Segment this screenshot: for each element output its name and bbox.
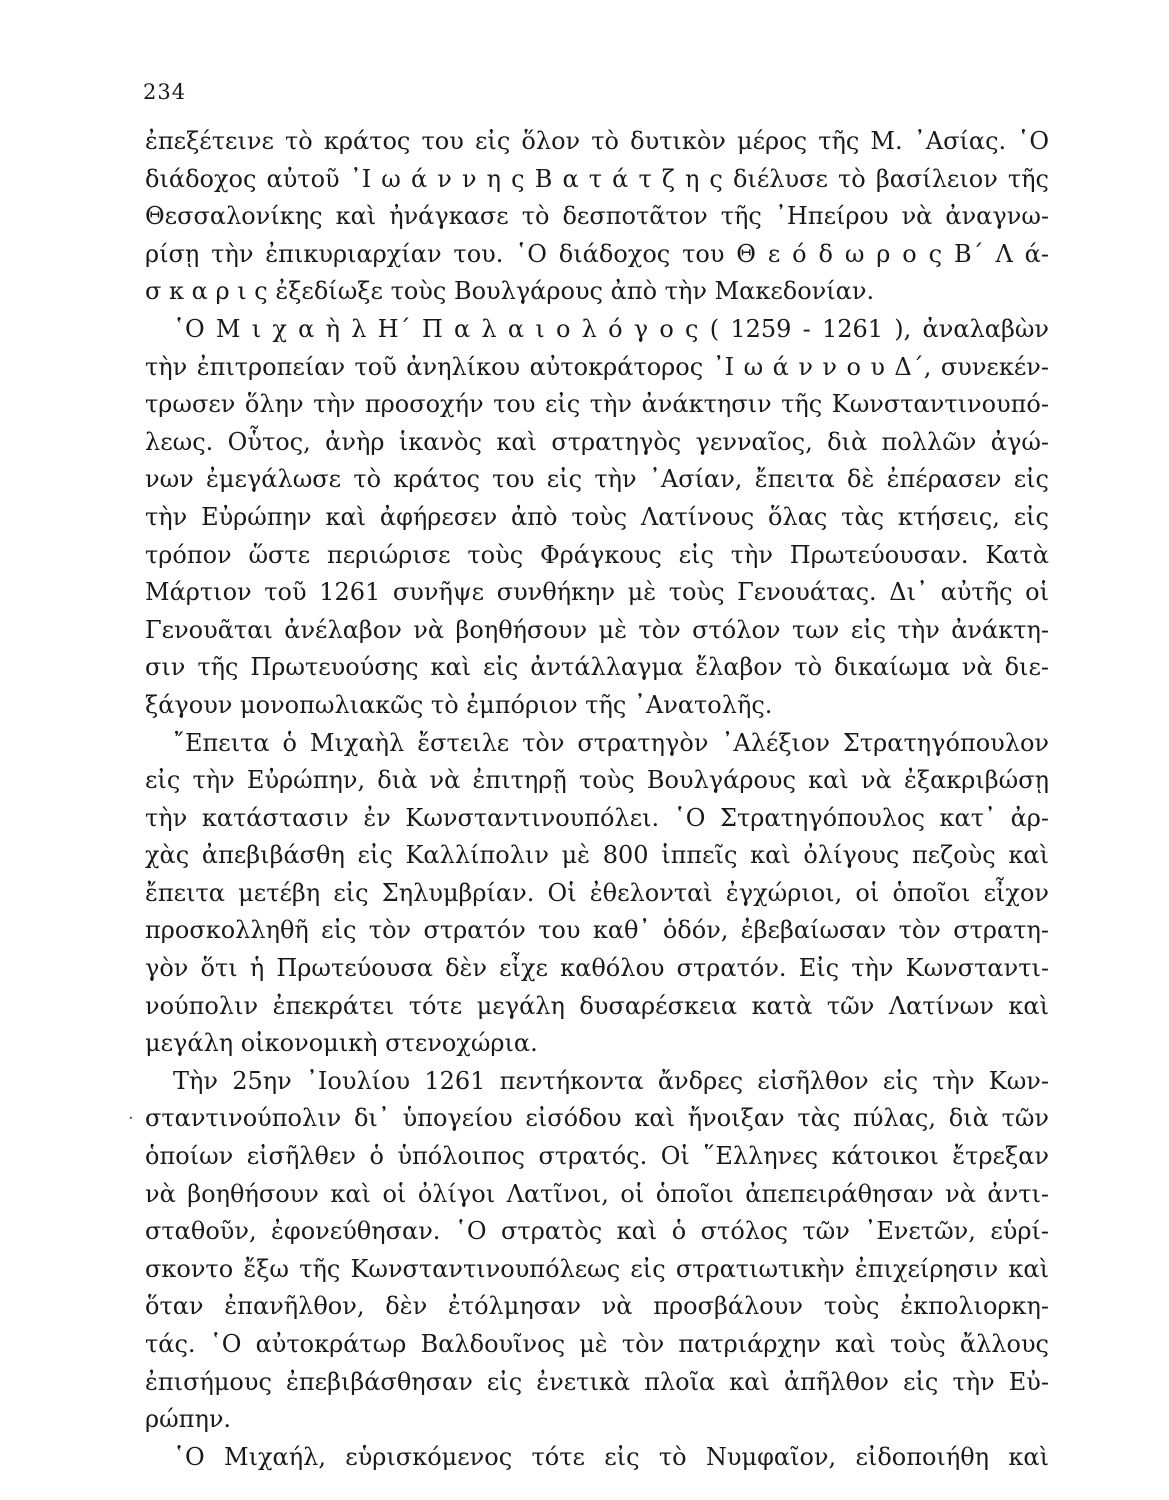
- text-line: ῾Ο Μιχαήλ, εὑρισκόμενος τότε εἰς τὸ Νυμφαῖον, εἰδοποιήθη καὶ: [173, 1442, 1049, 1471]
- text-line: διάδοχος αὐτοῦ ᾿Ι ω ά ν ν η ς Β α τ ά τ ζ η ς διέλυσε τὸ βασίλειον τῆς: [145, 164, 1049, 193]
- text-line: Γενουᾶται ἀνέλαβον νὰ βοηθήσουν μὲ τὸν στόλον των εἰς τὴν ἀνάκτη-: [145, 615, 1049, 644]
- page-number: 234: [143, 80, 187, 104]
- text-line: ὁποίων εἰσῆλθεν ὁ ὑπόλοιπος στρατός. Οἱ ῞Ελληνες κάτοικοι ἔτρεξαν: [145, 1142, 1049, 1171]
- text-line: σ κ α ρ ι ς ἐξεδίωξε τοὺς Βουλγάρους ἀπὸ τὴν Μακεδονίαν.: [145, 277, 875, 306]
- text-line: ῎Επειτα ὁ Μιχαὴλ ἔστειλε τὸν στρατηγὸν ᾿Αλέξιον Στρατηγόπουλον: [173, 728, 1049, 757]
- text-line: γὸν ὅτι ἡ Πρωτεύουσα δὲν εἶχε καθόλου στρατόν. Εἰς τὴν Κωνσταντι-: [145, 954, 1049, 983]
- text-line: τρωσεν ὅλην τὴν προσοχήν του εἰς τὴν ἀνάκτησιν τῆς Κωνσταντινουπό-: [145, 390, 1049, 419]
- text-line: λεως. Οὗτος, ἀνὴρ ἱκανὸς καὶ στρατηγὸς γενναῖος, διὰ πολλῶν ἀγώ-: [145, 427, 1049, 456]
- text-line: σταντινούπολιν δι᾿ ὑπογείου εἰσόδου καὶ ἤνοιξαν τὰς πύλας, διὰ τῶν: [145, 1104, 1049, 1133]
- text-line: νων ἐμεγάλωσε τὸ κράτος του εἰς τὴν ᾿Ασίαν, ἔπειτα δὲ ἐπέρασεν εἰς: [145, 465, 1049, 494]
- text-line: ρίσῃ τὴν ἐπικυριαρχίαν του. ῾Ο διάδοχος του Θ ε ό δ ω ρ ο ς Β΄ Λ ά-: [145, 239, 1049, 268]
- text-line: σκοντο ἔξω τῆς Κωνσταντινουπόλεως εἰς στρατιωτικὴν ἐπιχείρησιν καὶ: [145, 1254, 1049, 1283]
- text-line: τὴν κατάστασιν ἐν Κωνσταντινουπόλει. ῾Ο Στρατηγόπουλος κατ᾿ ἀρ-: [145, 803, 1049, 832]
- text-line: τὴν ἐπιτροπείαν τοῦ ἀνηλίκου αὐτοκράτορος ᾿Ι ω ά ν ν ο υ Δ΄, συνεκέν-: [145, 352, 1049, 381]
- text-line: μεγάλη οἰκονομικὴ στενοχώρια.: [145, 1029, 538, 1058]
- text-line: Τὴν 25ην ᾿Ιουλίου 1261 πεντήκοντα ἄνδρες εἰσῆλθον εἰς τὴν Κων-: [173, 1066, 1049, 1095]
- text-line: ξάγουν μονοπωλιακῶς τὸ ἐμπόριον τῆς ᾿Ανατολῆς.: [145, 690, 773, 719]
- text-line: ρώπην.: [145, 1405, 232, 1434]
- text-line: ἐπεξέτεινε τὸ κράτος του εἰς ὅλον τὸ δυτικὸν μέρος τῆς Μ. ᾿Ασίας. ῾Ο: [145, 127, 1049, 155]
- margin-mark: ·: [128, 1108, 134, 1129]
- text-line: τὴν Εὐρώπην καὶ ἀφήρεσεν ἀπὸ τοὺς Λατίνους ὅλας τὰς κτήσεις, εἰς: [145, 502, 1049, 531]
- text-line: ὅταν ἐπανῆλθον, δὲν ἐτόλμησαν νὰ προσβάλουν τοὺς ἐκπολιορκη-: [145, 1292, 1049, 1321]
- text-line: ῾Ο Μ ι χ α ὴ λ Η΄ Π α λ α ι ο λ ό γ ο ς ( 1259 - 1261 ), ἀναλαβὼν: [173, 314, 1049, 343]
- text-line: Μάρτιον τοῦ 1261 συνῆψε συνθήκην μὲ τοὺς Γενουάτας. Δι᾿ αὐτῆς οἱ: [145, 578, 1049, 607]
- text-line: εἰς τὴν Εὐρώπην, διὰ νὰ ἐπιτηρῇ τοὺς Βουλγάρους καὶ νὰ ἐξακριβώσῃ: [145, 766, 1049, 795]
- text-line: τάς. ῾Ο αὐτοκράτωρ Βαλδουῖνος μὲ τὸν πατριάρχην καὶ τοὺς ἄλλους: [145, 1330, 1049, 1358]
- text-line: ἐπισήμους ἐπεβιβάσθησαν εἰς ἐνετικὰ πλοῖα καὶ ἀπῆλθον εἰς τὴν Εὐ-: [145, 1367, 1049, 1396]
- text-line: σταθοῦν, ἐφονεύθησαν. ῾Ο στρατὸς καὶ ὁ στόλος τῶν ᾿Ενετῶν, εὑρί-: [145, 1217, 1049, 1246]
- text-line: σιν τῆς Πρωτευούσης καὶ εἰς ἀντάλλαγμα ἔλαβον τὸ δικαίωμα νὰ διε-: [145, 653, 1049, 682]
- text-body: [145, 123, 1049, 1476]
- text-line: ἔπειτα μετέβη εἰς Σηλυμβρίαν. Οἱ ἐθελονταὶ ἐγχώριοι, οἱ ὁποῖοι εἶχον: [145, 878, 1049, 907]
- text-line: νὰ βοηθήσουν καὶ οἱ ὀλίγοι Λατῖνοι, οἱ ὁποῖοι ἀπεπειράθησαν νὰ ἀντι-: [145, 1179, 1049, 1208]
- text-line: τρόπον ὥστε περιώρισε τοὺς Φράγκους εἰς τὴν Πρωτεύουσαν. Κατὰ: [145, 540, 1049, 569]
- text-line: Θεσσαλονίκης καὶ ἠνάγκασε τὸ δεσποτᾶτον τῆς ᾿Ηπείρου νὰ ἀναγνω-: [145, 202, 1049, 231]
- text-line: νούπολιν ἐπεκράτει τότε μεγάλη δυσαρέσκεια κατὰ τῶν Λατίνων καὶ: [145, 991, 1049, 1020]
- text-line: προσκολληθῆ εἰς τὸν στρατόν του καθ᾿ ὁδόν, ἐβεβαίωσαν τὸν στρατη-: [145, 916, 1049, 945]
- text-line: χὰς ἀπεβιβάσθη εἰς Καλλίπολιν μὲ 800 ἱππεῖς καὶ ὀλίγους πεζοὺς καὶ: [145, 841, 1049, 870]
